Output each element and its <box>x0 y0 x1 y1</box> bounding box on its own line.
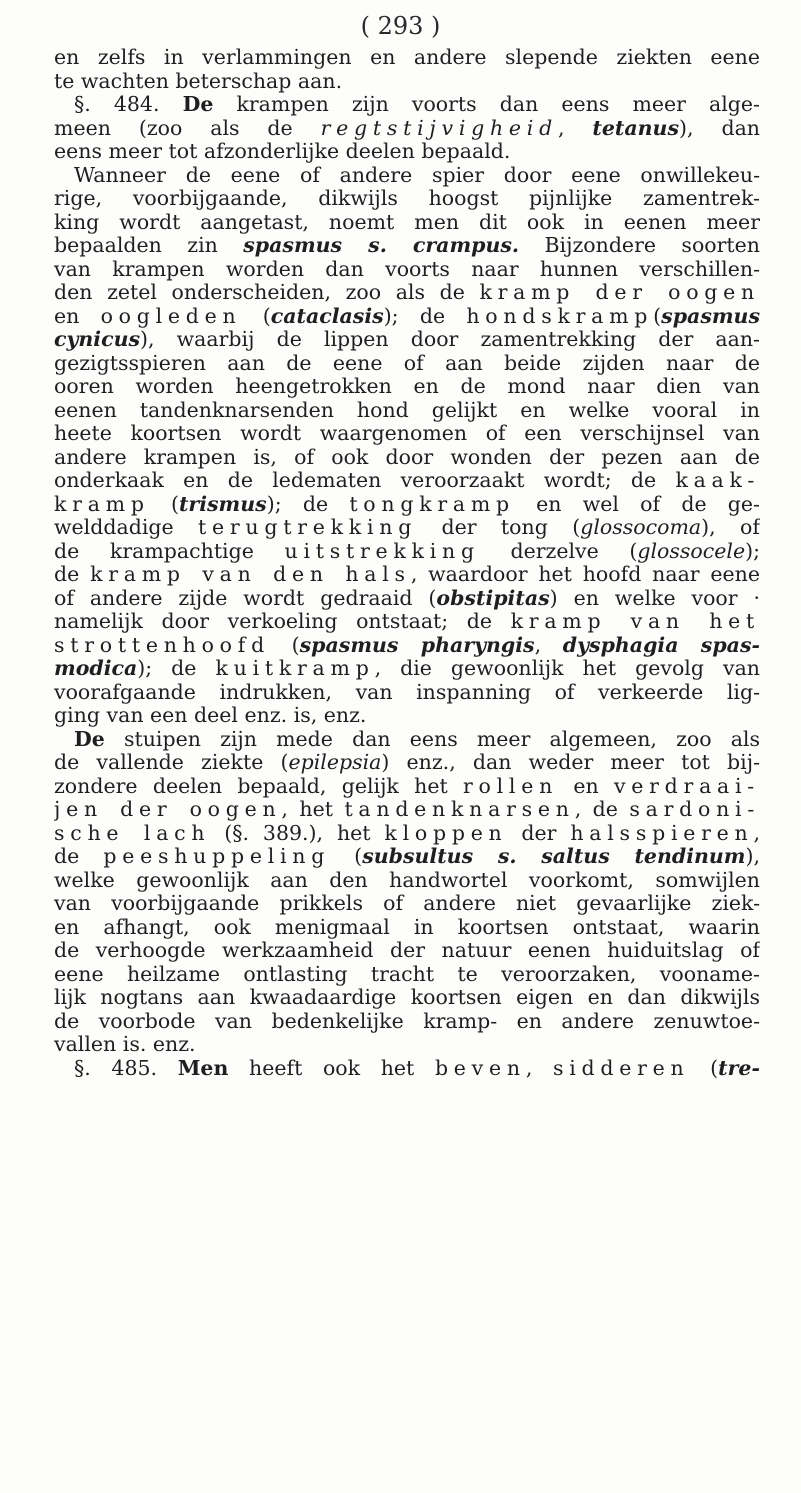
text-line <box>54 493 760 517</box>
text-run: namelijk door verkoeling ontstaat; de <box>54 610 511 633</box>
text-line <box>54 634 760 658</box>
text-line <box>54 610 760 634</box>
text-run: derzelve ( <box>479 539 638 563</box>
spaced-term: jen der oogen <box>54 798 282 821</box>
spaced-term: strottenhoofd <box>54 633 270 657</box>
text-run: welddadige <box>54 516 199 539</box>
text-run: heete koortsen wordt waargenomen of een verschijnsel van <box>54 422 760 445</box>
text-run: lijk nogtans aan kwaadaardige koortsen eigen en dan dikwijls <box>54 986 760 1009</box>
text-line <box>54 140 760 164</box>
spaced-term: halsspieren <box>570 821 754 845</box>
spaced-term: kramp van het <box>510 610 760 633</box>
text-run: vallen is. enz. <box>54 1033 196 1056</box>
spaced-term: peeshuppeling <box>103 845 331 868</box>
text-run: , <box>525 1056 553 1080</box>
spaced-term: tongkramp <box>349 492 515 516</box>
text-line <box>54 281 760 305</box>
text-run: eenen tandenknarsenden hond gelijkt en welke vooral in <box>54 398 760 422</box>
text-line <box>54 587 760 611</box>
text-run: en <box>558 774 614 798</box>
spaced-term: hondskramp <box>466 304 654 328</box>
text-line <box>54 704 760 728</box>
spaced-term: kramp <box>54 492 150 516</box>
body-text <box>54 46 760 1080</box>
text-line <box>54 422 760 446</box>
text-run: der tong ( <box>417 516 581 539</box>
text-line <box>54 798 760 822</box>
text-run: stuipen zijn mede dan eens meer algemeen, zoo als <box>104 727 760 751</box>
spaced-term: kuitkramp <box>215 657 375 680</box>
text-line <box>54 986 760 1010</box>
text-run: onderkaak en de ledematen veroorzaakt wordt; de <box>54 469 676 492</box>
text-line <box>54 187 760 211</box>
text-line <box>54 258 760 282</box>
spaced-term: tandenknarsen <box>344 798 575 821</box>
text-line <box>54 869 760 893</box>
text-run: te wachten beterschap aan. <box>54 69 343 93</box>
text-run: ), <box>745 845 760 868</box>
spaced-term: sardoni- <box>629 798 760 821</box>
text-run: de vallende ziekte ( <box>54 751 289 774</box>
latin-term: dysphagia spas- <box>562 633 760 657</box>
spaced-term: kloppen <box>384 821 508 845</box>
text-line <box>54 657 760 681</box>
text-run: ( <box>241 304 271 328</box>
spaced-term: rollen <box>463 774 559 798</box>
latin-term: spasmus pharyngis <box>299 633 535 657</box>
text-run: ( <box>653 304 662 328</box>
text-run: ging van een deel enz. is, enz. <box>54 704 367 727</box>
text-run: den zetel onderscheiden, zoo als de <box>54 281 480 304</box>
text-line <box>54 1057 760 1081</box>
text-run: , het <box>281 798 345 821</box>
text-line <box>54 469 760 493</box>
text-run: (§. 389.), het <box>210 821 385 845</box>
text-run: en wel of de ge- <box>514 492 760 516</box>
text-run: ) en welke voor · <box>549 586 760 610</box>
text-run: de <box>54 563 91 586</box>
spaced-term: kaak- <box>675 469 760 492</box>
text-run: en zelfs in verlammingen en andere slepende ziekten eene <box>54 46 760 69</box>
text-run: ); de <box>266 492 350 516</box>
text-line <box>54 939 760 963</box>
text-line <box>54 46 760 70</box>
text-run: welke gewoonlijk aan den handwortel voorkomt, somwijlen <box>54 868 760 892</box>
latin-term: tre- <box>718 1056 760 1080</box>
latin-term: glossocoma <box>580 516 702 539</box>
latin-term: cataclasis <box>270 304 384 328</box>
text-line <box>54 1033 760 1057</box>
text-run: van voorbijgaande prikkels of andere niet gevaarlijke ziek- <box>54 892 760 915</box>
text-run: §. 484. <box>74 93 183 116</box>
text-run: de <box>54 845 104 868</box>
text-line <box>54 117 760 141</box>
text-run: ); <box>745 539 760 563</box>
text-line <box>54 845 760 869</box>
page-number: ( 293 ) <box>360 12 441 40</box>
text-line <box>54 728 760 752</box>
text-run: §. 485. <box>74 1056 178 1080</box>
spaced-term: terugtrekking <box>198 516 418 539</box>
text-line <box>54 164 760 188</box>
text-run: , <box>534 633 563 657</box>
text-run: der <box>507 821 571 845</box>
text-line <box>54 916 760 940</box>
text-run: de verhoogde werkzaamheid der natuur eenen huiduitslag of <box>54 939 760 962</box>
latin-term: modica <box>54 657 138 680</box>
text-run: ), dan <box>679 116 760 140</box>
text-run: Wanneer de eene of andere spier door eene onwillekeu- <box>74 163 760 187</box>
latin-term: spasmus s. crampus. <box>243 234 520 257</box>
text-run: , <box>753 821 760 845</box>
text-run: de voorbode van bedenkelijke kramp- en andere zenuwtoe- <box>54 1009 760 1033</box>
text-run: king wordt aangetast, noemt men dit ook in eenen meer <box>54 210 760 234</box>
text-run: ), of <box>701 516 760 539</box>
text-run: eene heilzame ontlasting tracht te veroorzaken, vooname- <box>54 962 760 986</box>
text-run: en afhangt, ook menigmaal in koortsen ontstaat, waarin <box>54 915 760 939</box>
text-run: gezigtsspieren aan de eene of aan beide zijden naar de <box>54 351 760 375</box>
text-run: en <box>54 304 101 328</box>
text-line <box>54 892 760 916</box>
text-run: ), waarbij de lippen door zamentrekking der aan- <box>140 328 760 351</box>
text-line <box>54 775 760 799</box>
spaced-term: beven <box>434 1056 526 1080</box>
text-line <box>54 563 760 587</box>
text-run: , die gewoonlijk het gevolg van <box>374 657 760 680</box>
spaced-term: sche lach <box>54 821 211 845</box>
text-run: ( <box>269 633 300 657</box>
text-line <box>54 93 760 117</box>
text-run: andere krampen is, of ook door wonden der pezen aan de <box>54 445 760 469</box>
latin-term: spasmus <box>661 304 760 328</box>
latin-term: Men <box>177 1056 229 1080</box>
text-run: van krampen worden dan voorts naar hunnen verschillen- <box>54 257 760 281</box>
text-line <box>54 328 760 352</box>
latin-term: obstipitas <box>436 586 550 610</box>
latin-term: trismus <box>178 492 267 516</box>
latin-term: De <box>182 93 214 116</box>
text-line <box>54 211 760 235</box>
latin-term: glossocele <box>637 539 746 563</box>
text-line <box>54 399 760 423</box>
text-run: de krampachtige <box>54 539 285 563</box>
spaced-term: oogleden <box>100 304 242 328</box>
text-run: bepaalden zin <box>54 234 244 257</box>
text-run: ( <box>330 845 363 868</box>
text-run: ( <box>689 1056 719 1080</box>
text-run: ) enz., dan weder meer tot bij- <box>381 751 760 774</box>
text-line <box>54 540 760 564</box>
text-run: ooren worden heengetrokken en de mond naar dien van <box>54 375 760 398</box>
latin-term: tetanus <box>592 116 680 140</box>
text-run: , waardoor het hoofd naar eene <box>410 563 760 586</box>
spaced-term: verdraai- <box>613 774 760 798</box>
text-run: meen (zoo als de <box>54 116 321 140</box>
text-line <box>54 234 760 258</box>
text-line <box>54 822 760 846</box>
text-line <box>54 352 760 376</box>
text-line <box>54 516 760 540</box>
spaced-term: sidderen <box>552 1056 690 1080</box>
text-line <box>54 375 760 399</box>
latin-term: subsultus s. saltus tendinum <box>362 845 746 868</box>
text-run: ); de <box>137 657 216 680</box>
text-line <box>54 963 760 987</box>
text-line <box>54 70 760 94</box>
text-run: rige, voorbijgaande, dikwijls hoogst pijnlijke zamentrek- <box>54 187 760 210</box>
text-run: Bijzondere soorten <box>519 234 760 257</box>
text-run: ); de <box>383 304 467 328</box>
text-line <box>54 681 760 705</box>
text-run: ( <box>149 492 179 516</box>
text-run: heeft ook het <box>228 1056 435 1080</box>
latin-term: cynicus <box>54 328 141 351</box>
text-line <box>54 751 760 775</box>
spaced-term: kramp der oogen <box>479 281 760 304</box>
text-run: krampen zijn voorts dan eens meer alge- <box>213 93 760 116</box>
text-run: zondere deelen bepaald, gelijk het <box>54 774 463 798</box>
spaced-term: uitstrekking <box>284 539 480 563</box>
spaced-term: kramp van den hals <box>90 563 411 586</box>
latin-term: De <box>74 727 105 751</box>
text-line <box>54 305 760 329</box>
text-run: of andere zijde wordt gedraaid ( <box>54 586 437 610</box>
latin-term: epilepsia <box>288 751 382 774</box>
text-run: voorafgaande indrukken, van inspanning of verkeerde lig- <box>54 680 760 704</box>
text-run: eens meer tot afzonderlijke deelen bepaald. <box>54 140 511 163</box>
text-line <box>54 446 760 470</box>
latin-term: regtstijvigheid <box>320 116 558 140</box>
text-run: , <box>557 116 593 140</box>
text-line <box>54 1010 760 1034</box>
text-run: , de <box>574 798 630 821</box>
